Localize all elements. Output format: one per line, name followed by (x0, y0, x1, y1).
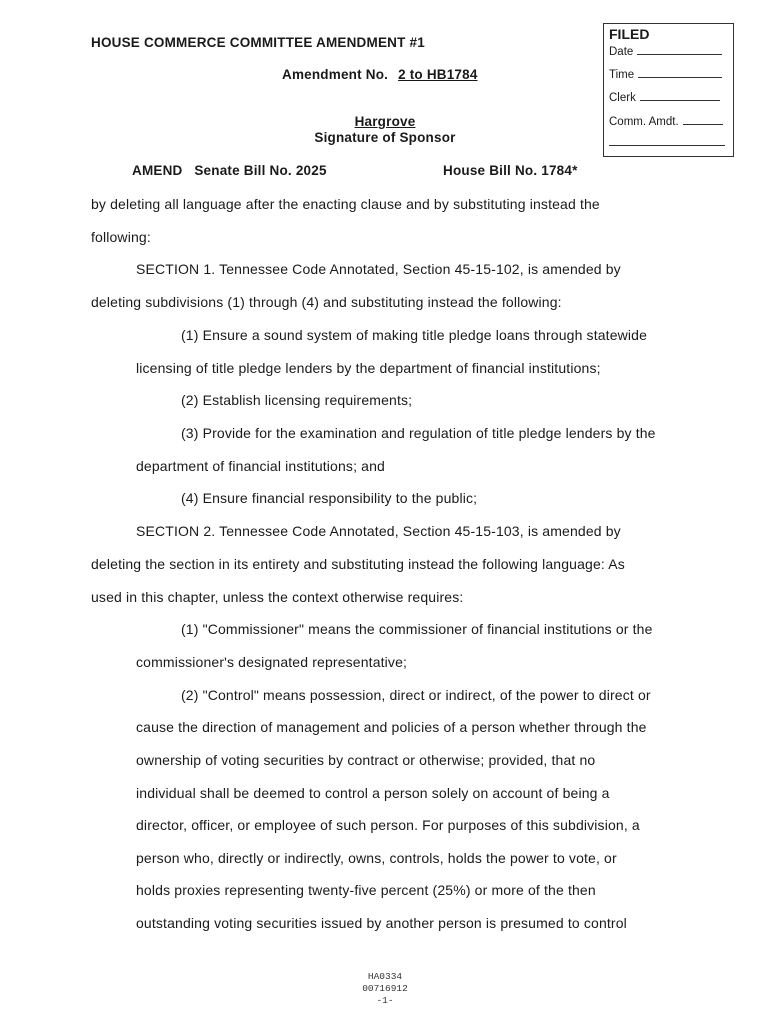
amendment-value: 2 to HB1784 (398, 67, 478, 82)
body-line: ownership of voting securities by contract or otherwise; provided, that no (136, 752, 596, 768)
filed-date-line (637, 45, 722, 55)
filed-time-label: Time (609, 69, 635, 81)
body-line: commissioner's designated representative; (136, 654, 408, 670)
filed-title: FILED (609, 26, 650, 42)
section-1-heading: SECTION 1. Tennessee Code Annotated, Section 45-15-102, is amended by (136, 261, 621, 277)
filed-extra-row (609, 136, 725, 149)
body-line: by deleting all language after the enacting clause and by substituting instead the (91, 196, 600, 212)
filed-time-row (609, 68, 722, 81)
section-2-heading: SECTION 2. Tennessee Code Annotated, Section 45-15-103, is amended by (136, 523, 621, 539)
filed-date-row (609, 45, 722, 58)
body-line: person who, directly or indirectly, owns, controls, holds the power to vote, or (136, 850, 617, 866)
body-line: department of financial institutions; and (136, 458, 385, 474)
subdivision-item: (1) Ensure a sound system of making title pledge loans through statewide (181, 327, 648, 343)
subdivision-item: (2) Establish licensing requirements; (181, 392, 413, 408)
body-line: director, officer, or employee of such person. For purposes of this subdivision, a (136, 817, 640, 833)
filed-date-label: Date (609, 46, 634, 58)
body-line: cause the direction of management and policies of a person whether through the (136, 719, 647, 735)
filed-extra-line (609, 136, 725, 146)
body-line: following: (91, 229, 151, 245)
filed-time-line (638, 68, 722, 78)
amendment-number (282, 67, 478, 82)
body-line: outstanding voting securities issued by another person is presumed to control (136, 915, 627, 931)
subdivision-item: (3) Provide for the examination and regulation of title pledge lenders by the (181, 425, 656, 441)
definition-item: (1) "Commissioner" means the commissioner of financial institutions or the (181, 621, 653, 637)
committee-title: HOUSE COMMERCE COMMITTEE AMENDMENT #1 (91, 35, 425, 50)
body-line: individual shall be deemed to control a person solely on account of being a (136, 785, 610, 801)
filed-clerk-line (640, 91, 720, 101)
page-number: -1- (376, 995, 394, 1006)
footer-code-1: HA0334 (367, 971, 403, 982)
filed-clerk-row (609, 91, 720, 104)
footer-code-2: 00716912 (362, 983, 408, 994)
filed-box (603, 23, 734, 157)
body-line: deleting subdivisions (1) through (4) and substituting instead the following: (91, 294, 562, 310)
filed-comm-line (683, 115, 723, 125)
filed-clerk-label: Clerk (609, 92, 636, 104)
sponsor-name: Hargrove (354, 114, 416, 129)
sponsor-caption: Signature of Sponsor (314, 130, 456, 145)
filed-comm-label: Comm. Amdt. (609, 116, 679, 128)
amendment-label: Amendment No. (282, 67, 389, 82)
amend-senate-bill: AMEND Senate Bill No. 2025 (132, 163, 327, 178)
amend-house-bill: House Bill No. 1784* (443, 163, 578, 178)
filed-comm-row (609, 115, 723, 128)
body-line: holds proxies representing twenty-five percent (25%) or more of the then (136, 882, 596, 898)
body-line: used in this chapter, unless the context otherwise requires: (91, 589, 464, 605)
definition-item: (2) "Control" means possession, direct or indirect, of the power to direct or (181, 687, 651, 703)
body-line: deleting the section in its entirety and substituting instead the following language: As (91, 556, 625, 572)
subdivision-item: (4) Ensure financial responsibility to the public; (181, 490, 478, 506)
body-line: licensing of title pledge lenders by the department of financial institutions; (136, 360, 601, 376)
